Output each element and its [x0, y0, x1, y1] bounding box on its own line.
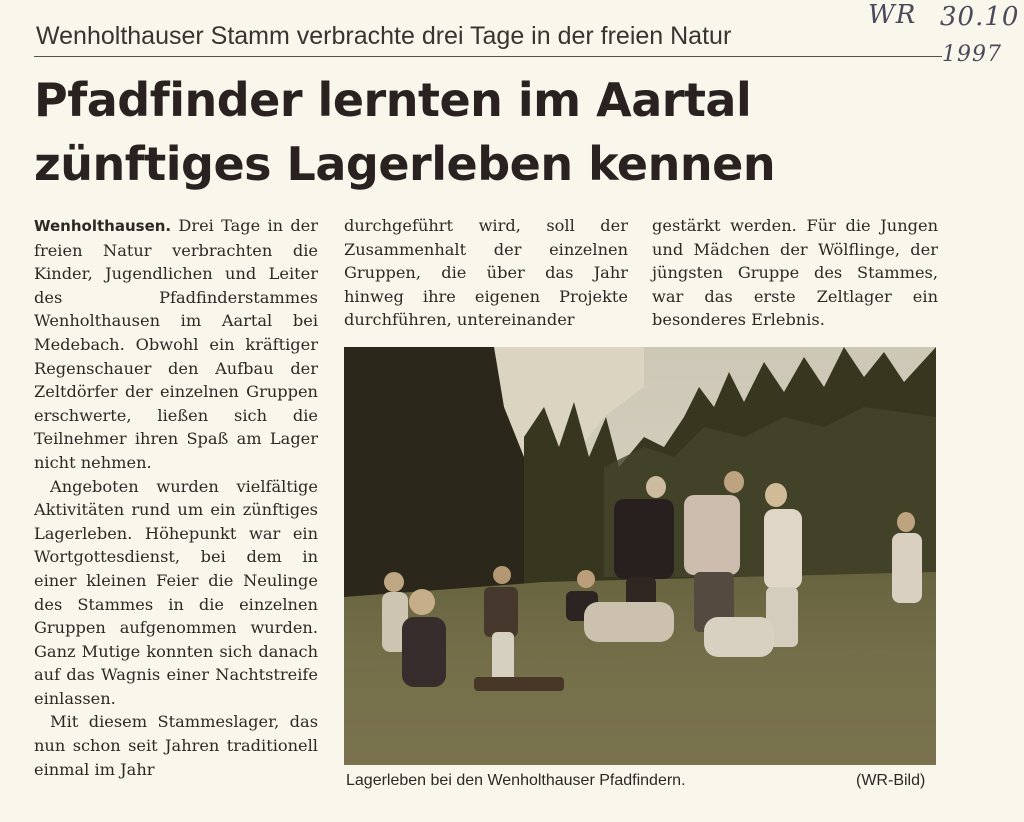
- article-column-1: [34, 214, 318, 781]
- paragraph-1-text: Drei Tage in der freien Natur verbrachten die Kinder, Jugendlichen und Leiter des Pfadfinderstammes Wenholthausen im Aartal bei Medebach. Obwohl ein kräftiger Regenschauer den Aufbau der Zeltdörfer der einzelnen Gruppen erschwerte, ließen sich die Teilnehmer ihren Spaß am Lager nicht nehmen.: [34, 216, 318, 472]
- photo-caption: Lagerleben bei den Wenholthauser Pfadfindern.: [346, 772, 686, 789]
- paragraph-1: [34, 214, 318, 475]
- camp-scene-illustration: [344, 347, 936, 765]
- article-kicker: Wenholthauser Stamm verbrachte drei Tage in der freien Natur: [36, 22, 732, 50]
- article-headline: [34, 68, 934, 196]
- column-3-text: gestärkt werden. Für die Jungen und Mädchen der Wölflinge, der jüngsten Gruppe des Stammes, war das erste Zeltlager ein besonderes Erlebnis.: [652, 216, 938, 330]
- article-photo: [344, 347, 936, 765]
- handwritten-date-note: 30.10: [940, 2, 1020, 32]
- photo-credit: (WR-Bild): [856, 772, 926, 789]
- handwritten-source-note: WR: [868, 0, 917, 30]
- paragraph-3: Mit diesem Stammeslager, das nun schon seit Jahren traditionell einmal im Jahr: [34, 712, 318, 779]
- headline-line-1: Pfadfinder lernten im Aartal: [34, 73, 752, 127]
- article-column-2: [344, 214, 628, 332]
- paragraph-2: Angeboten wurden vielfältige Aktivitäten rund um ein zünftiges Lagerleben. Höhepunkt war ein Wortgottesdienst, bei dem in einer kleinen Feier die Neulinge des Stammes in die einzelnen Gruppen aufgenommen wurden. Ganz Mutige konnten sich danach auf das Wagnis einer Nachtstreife einlassen.: [34, 476, 318, 708]
- handwritten-year-note: 1997: [942, 42, 1002, 67]
- column-2-text: durchgeführt wird, soll der Zusammenhalt der einzelnen Gruppen, die über das Jahr hinweg ihre eigenen Projekte durchführen, untereinander: [344, 216, 628, 330]
- kicker-divider: [34, 56, 942, 57]
- headline-line-2: zünftiges Lagerleben kennen: [34, 137, 776, 191]
- article-column-3: [652, 214, 938, 332]
- dateline: Wenholthausen.: [34, 217, 172, 235]
